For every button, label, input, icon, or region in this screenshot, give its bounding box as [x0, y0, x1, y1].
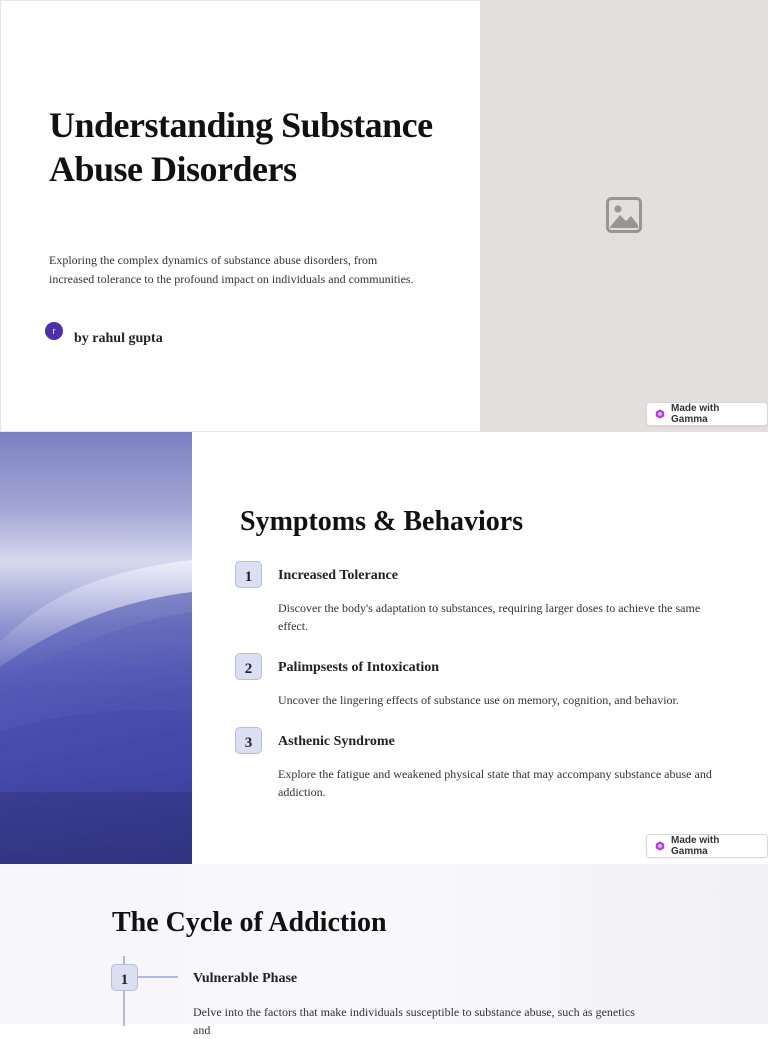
step-title: Asthenic Syndrome: [278, 734, 395, 749]
author-byline: [45, 315, 163, 347]
step-title: Increased Tolerance: [278, 568, 398, 583]
step-number-badge: 2: [235, 653, 262, 680]
wave-decoration: [0, 432, 192, 864]
section-title: The Cycle of Addiction: [112, 907, 387, 938]
made-with-gamma-button[interactable]: [646, 834, 768, 858]
slide-title: [0, 0, 768, 432]
section-title: Symptoms & Behaviors: [240, 506, 524, 537]
timeline-connector: [138, 976, 178, 978]
step-number-badge: 1: [111, 964, 138, 991]
made-with-gamma-button[interactable]: [646, 402, 768, 426]
presentation-subtitle: Exploring the complex dynamics of substance abuse disorders, from increased tolerance to the profound impact on individuals and communities.: [49, 253, 414, 286]
step-description: Discover the body's adaptation to substances, requiring larger doses to achieve the same effect.: [278, 601, 701, 633]
step-title: Vulnerable Phase: [193, 971, 298, 986]
avatar[interactable]: r: [45, 322, 63, 340]
gamma-badge-label: Made with Gamma: [671, 835, 720, 857]
image-panel: [480, 0, 768, 432]
step-number-badge: 1: [235, 561, 262, 588]
step-title: Palimpsests of Intoxication: [278, 660, 439, 675]
gamma-logo-icon: [655, 841, 665, 851]
slide-symptoms: [0, 432, 768, 864]
abstract-wave-image: [0, 432, 192, 864]
slide-cycle-of-addiction: [0, 864, 768, 1037]
presentation-title: Understanding Substance Abuse Disorders: [49, 105, 433, 189]
gamma-badge-label: Made with Gamma: [671, 403, 720, 425]
title-card: [0, 0, 480, 432]
image-placeholder-icon: [606, 197, 642, 233]
step-description: Uncover the lingering effects of substance use on memory, cognition, and behavior.: [278, 693, 679, 707]
author-name: by rahul gupta: [74, 331, 163, 346]
step-description: Explore the fatigue and weakened physical state that may accompany substance abuse and addiction.: [278, 767, 712, 799]
step-description: Delve into the factors that make individuals susceptible to substance abuse, such as genetics and: [193, 1005, 635, 1037]
step-number-badge: 3: [235, 727, 262, 754]
gamma-logo-icon: [655, 409, 665, 419]
